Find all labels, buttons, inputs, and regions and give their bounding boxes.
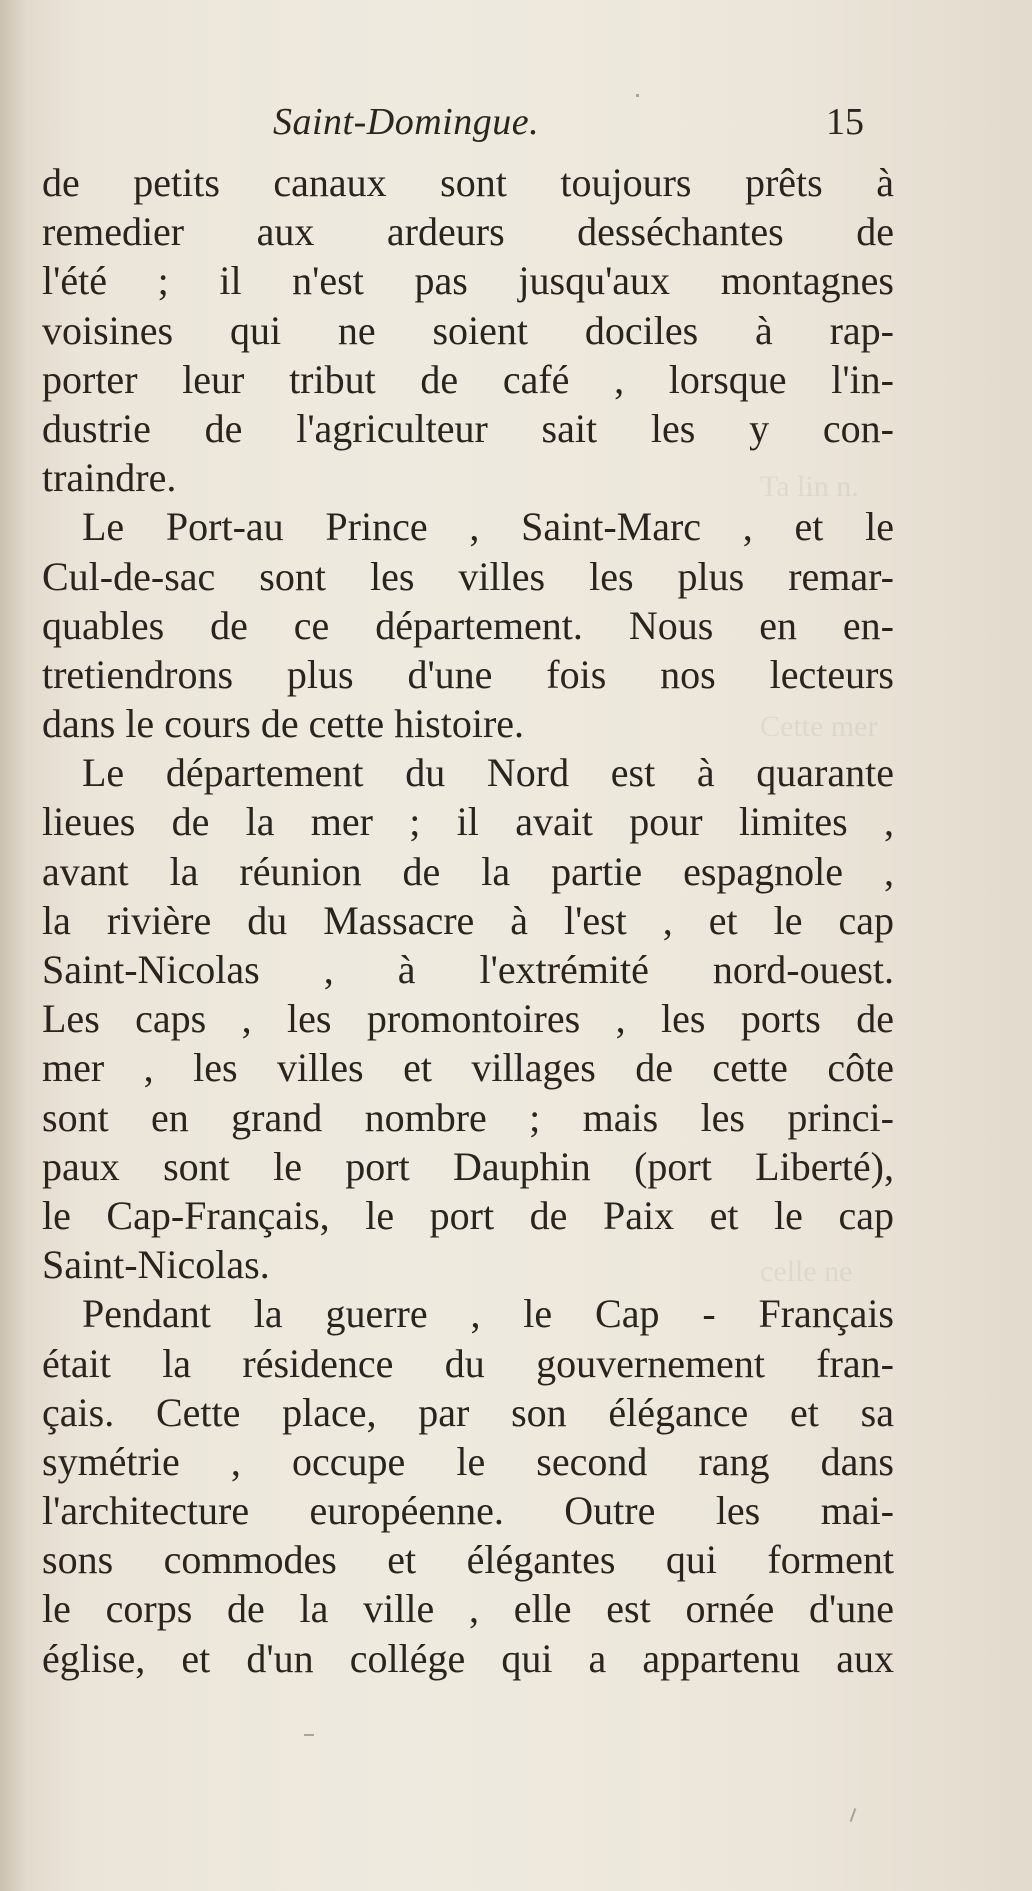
text-line: église, et d'un collége qui a appartenu aux [42, 1635, 894, 1681]
text-line: paux sont le port Dauphin (port Liberté), [42, 1143, 894, 1189]
page-header [0, 100, 1032, 160]
show-through-text: Cette mer [760, 710, 878, 743]
text-line: quables de ce département. Nous en en- [42, 602, 894, 648]
text-line: Le Port-au Prince , Saint-Marc , et le [82, 504, 894, 550]
text-line: çais. Cette place, par son élégance et sa [42, 1389, 894, 1435]
text-line: dans le cours de cette histoire. [42, 701, 525, 747]
paragraph [42, 748, 894, 1289]
text-line: sons commodes et élégantes qui forment [42, 1537, 894, 1583]
gutter-shadow [0, 0, 26, 1891]
text-line: l'architecture européenne. Outre les mai- [42, 1488, 894, 1534]
text-line: Pendant la guerre , le Cap - Français [82, 1291, 894, 1337]
text-line: remedier aux ardeurs desséchantes de [42, 209, 894, 255]
text-line: sont en grand nombre ; mais les princi- [42, 1094, 894, 1140]
text-line: avant la réunion de la partie espagnole , [42, 848, 894, 894]
text-line: symétrie , occupe le second rang dans [42, 1438, 894, 1484]
page-number: 15 [826, 101, 864, 143]
text-line: voisines qui ne soient dociles à rap- [42, 307, 894, 353]
text-line: Saint-Nicolas. [42, 1242, 270, 1288]
text-line: Saint-Nicolas , à l'extrémité nord-ouest. [42, 947, 894, 992]
text-line: porter leur tribut de café , lorsque l'in- [42, 356, 894, 402]
paper-speck [304, 1734, 314, 1736]
text-line: la rivière du Massacre à l'est , et le cap [42, 897, 894, 943]
text-line: était la résidence du gouvernement fran- [42, 1340, 894, 1386]
text-line: Le département du Nord est à quarante [82, 750, 894, 796]
text-line: mer , les villes et villages de cette côte [42, 1045, 894, 1091]
text-line: de petits canaux sont toujours prêts à [42, 160, 894, 205]
paragraph [42, 502, 894, 748]
text-line: traindre. [42, 455, 177, 501]
text-line: le corps de la ville , elle est ornée d'une [42, 1586, 894, 1632]
text-line: Les caps , les promontoires , les ports de [42, 996, 894, 1042]
text-line: l'été ; il n'est pas jusqu'aux montagnes [42, 258, 894, 304]
show-through-text: Ta lin n. [760, 470, 859, 503]
show-through-text: celle ne [760, 1255, 853, 1288]
text-line: lieues de la mer ; il avait pour limites , [42, 799, 894, 845]
running-title: Saint-Domingue. [273, 101, 540, 143]
paragraph [42, 158, 894, 502]
paragraph [42, 1289, 894, 1683]
paper-speck [636, 94, 639, 97]
text-line: Cul-de-sac sont les villes les plus remar- [42, 553, 894, 599]
text-line: tretiendrons plus d'une fois nos lecteurs [42, 651, 894, 697]
text-line: dustrie de l'agriculteur sait les y con- [42, 405, 894, 451]
body-text [42, 158, 894, 1683]
text-line: le Cap-Français, le port de Paix et le cap [42, 1192, 894, 1238]
paper-speck [850, 1808, 857, 1822]
